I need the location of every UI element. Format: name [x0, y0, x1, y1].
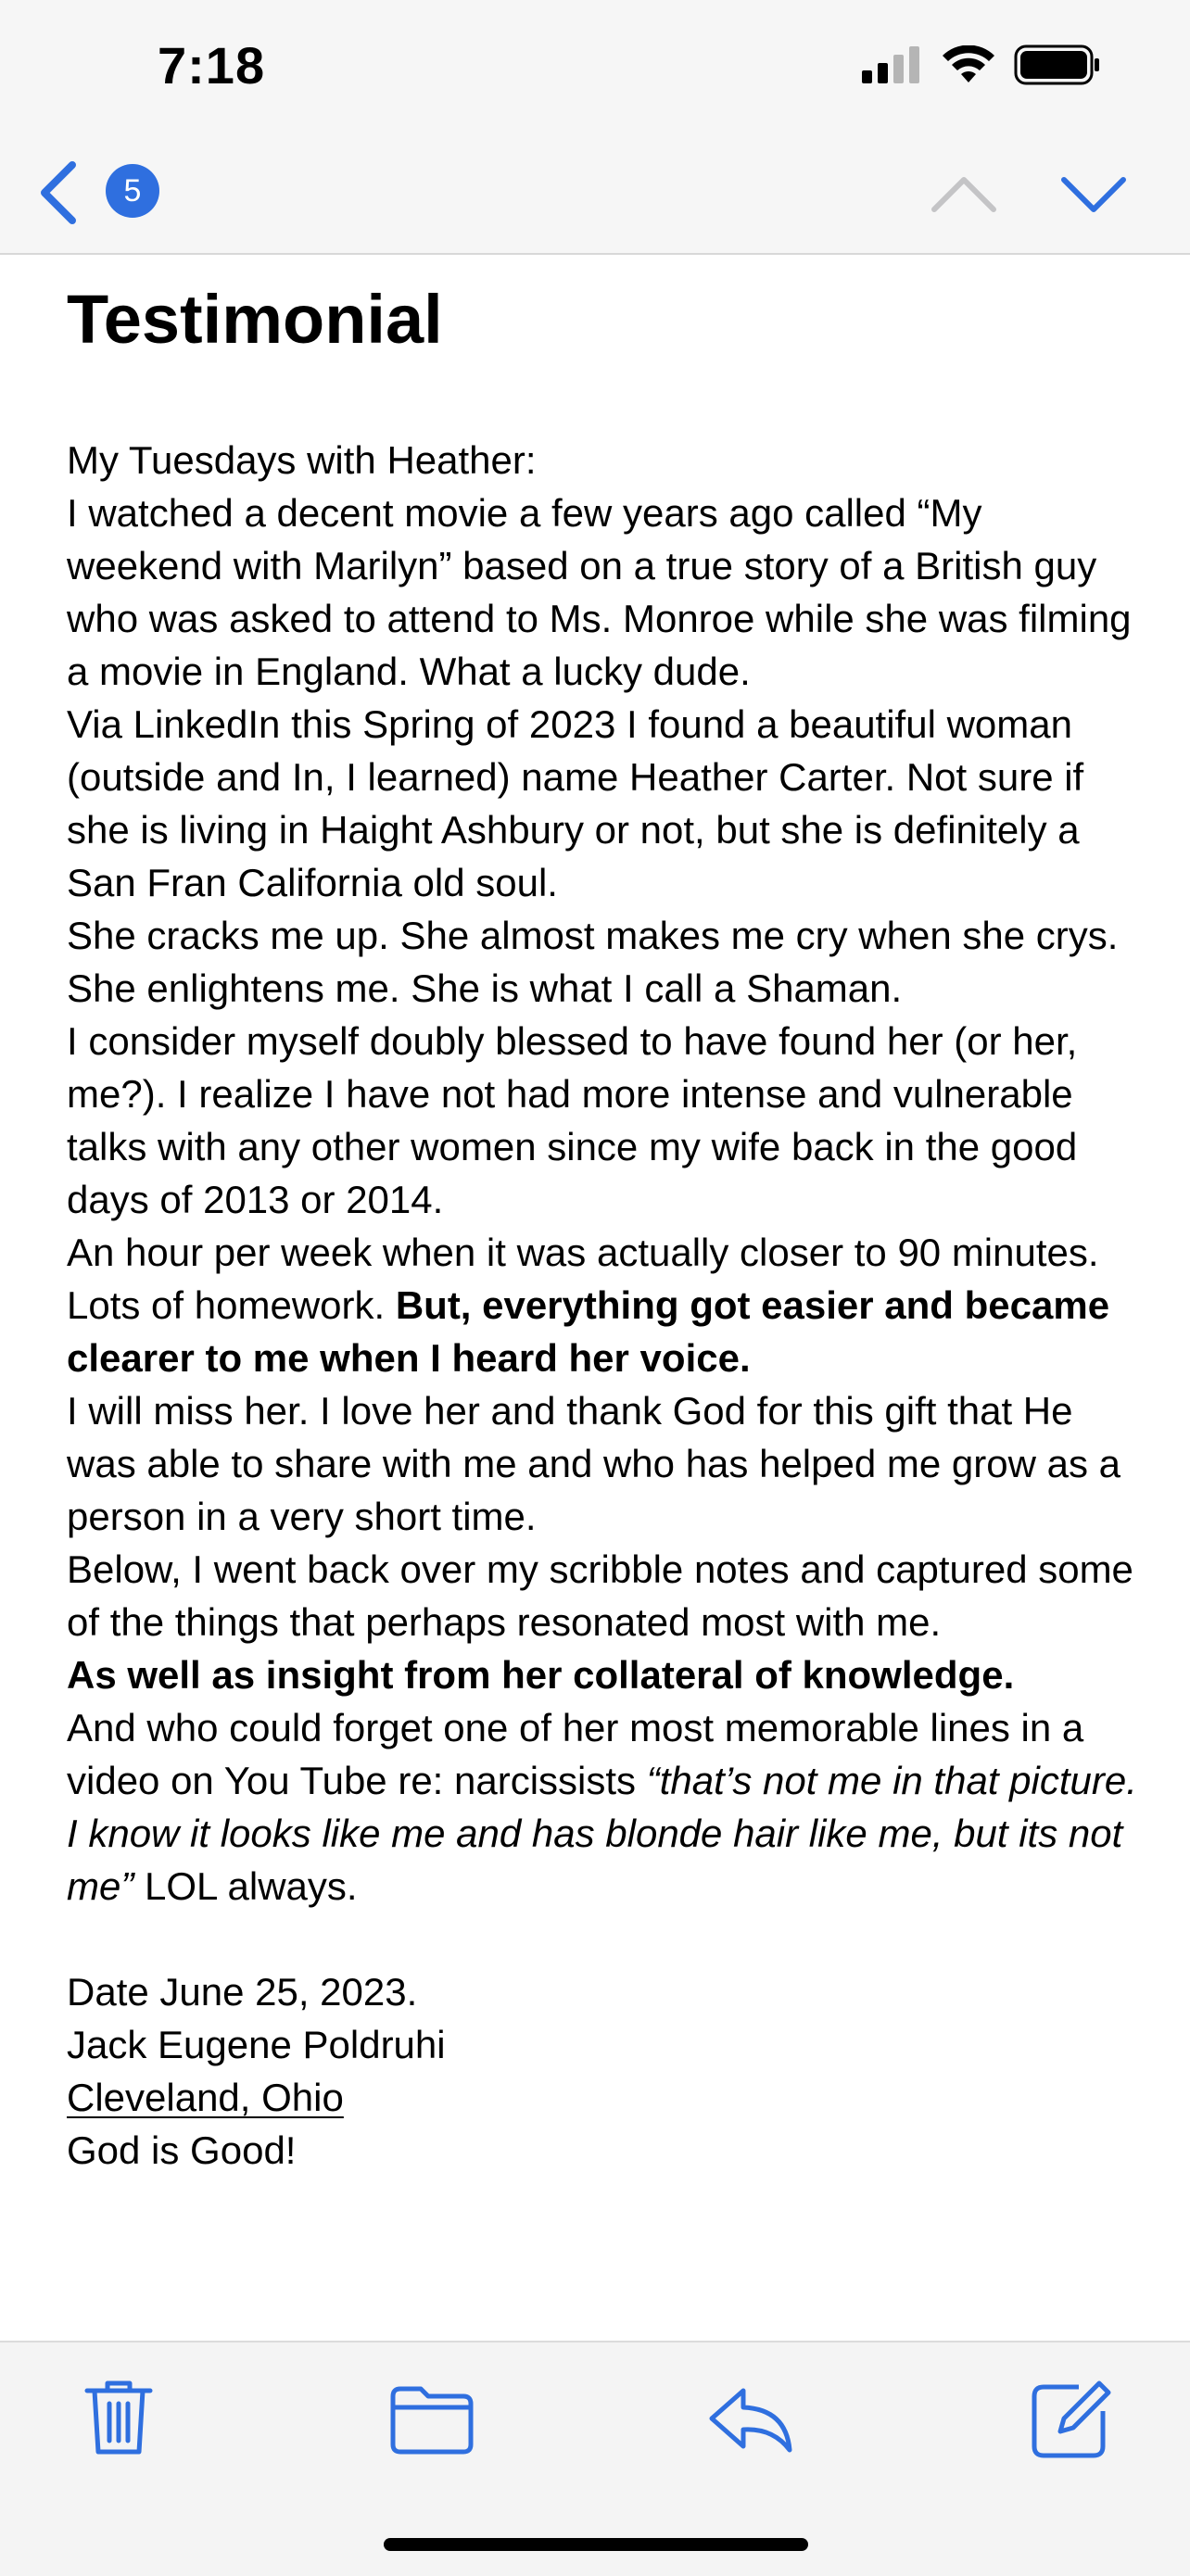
mail-navigation-bar — [0, 139, 1190, 255]
folder-icon[interactable] — [386, 2370, 478, 2463]
body-bold-text: But, everything got easier and became clearer to me when I heard her voice. — [67, 1283, 1110, 1380]
location-link-text[interactable]: Cleveland, Ohio — [67, 2076, 344, 2119]
signature-date: Date June 25, 2023. — [67, 1970, 418, 2014]
unread-count-badge[interactable]: 5 — [106, 164, 159, 218]
body-paragraph: She cracks me up. She almost makes me cry when she crys. She enlightens me. She is what I call a Shaman. — [67, 914, 1119, 1010]
paragraph-spacer — [67, 1913, 1142, 1965]
body-text-span: LOL always. — [133, 1864, 358, 1908]
email-subject: Testimonial — [67, 281, 443, 358]
compose-icon[interactable] — [1023, 2370, 1116, 2463]
body-paragraph: Below, I went back over my scribble notes and captured some of the things that perhaps resonated most with me. — [67, 1547, 1133, 1644]
body-paragraph: My Tuesdays with Heather: — [67, 438, 537, 482]
body-paragraph — [67, 1226, 1142, 1384]
body-italic-quote: “that’s not me in that picture. I know it looks like me and has blonde hair like me, but its not me” — [67, 1759, 1137, 1908]
body-paragraph — [67, 1701, 1142, 1913]
email-body — [67, 434, 1142, 2177]
trash-icon[interactable] — [72, 2370, 165, 2463]
status-time: 7:18 — [158, 36, 266, 95]
signature-name: Jack Eugene Poldruhi — [67, 2023, 446, 2066]
bottom-toolbar — [0, 2341, 1190, 2576]
signature-location-link[interactable] — [67, 2071, 1142, 2124]
status-icons — [862, 44, 1101, 85]
signature-closing: God is Good! — [67, 2128, 297, 2172]
next-message-chevron-icon[interactable] — [1057, 167, 1131, 222]
previous-message-chevron-icon — [927, 167, 1001, 222]
body-paragraph: Via LinkedIn this Spring of 2023 I found a beautiful woman (outside and In, I learned) name Heather Carter. Not sure if she is living in Haight Ashbury or not, but she is definitely a San Fran California old soul. — [67, 702, 1084, 904]
body-bold-text: As well as insight from her collateral of knowledge. — [67, 1653, 1015, 1697]
body-text-span: An hour per week when it was actually closer to 90 minutes. Lots of homework. — [67, 1231, 1099, 1327]
email-content — [67, 278, 1142, 2177]
body-paragraph: I will miss her. I love her and thank God for this gift that He was able to share with me and who has helped me grow as a person in a very short time. — [67, 1389, 1120, 1538]
battery-icon — [1014, 44, 1101, 85]
wifi-icon — [942, 45, 995, 84]
body-paragraph: I consider myself doubly blessed to have found her (or her, me?). I realize I have not had more intense and vulnerable talks with any other women since my wife back in the good days of 2013 or 2014. — [67, 1019, 1078, 1221]
cellular-signal-icon — [862, 46, 923, 83]
back-chevron-icon[interactable] — [33, 156, 89, 230]
reply-icon[interactable] — [704, 2370, 797, 2463]
body-paragraph — [67, 1648, 1142, 1701]
status-bar — [0, 0, 1190, 139]
home-indicator[interactable] — [384, 2538, 808, 2551]
body-text-span: And who could forget one of her most memorable lines in a video on You Tube re: narcissists — [67, 1706, 1084, 1802]
body-paragraph: I watched a decent movie a few years ago called “My weekend with Marilyn” based on a true story of a British guy who was asked to attend to Ms. Monroe while she was filming a movie in England. What a lucky dude. — [67, 491, 1132, 693]
